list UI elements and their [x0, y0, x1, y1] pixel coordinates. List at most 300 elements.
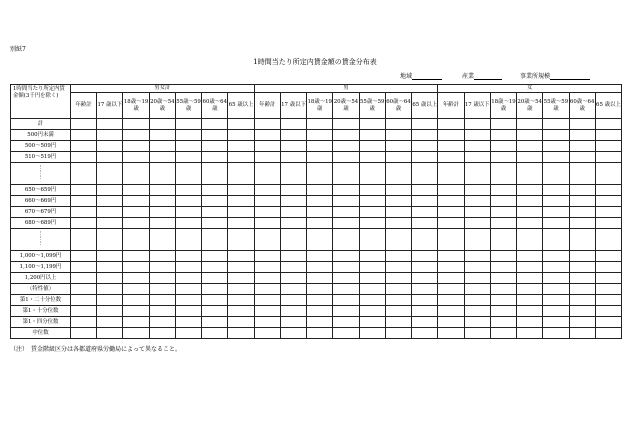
data-cell — [595, 262, 621, 273]
data-cell — [517, 273, 543, 284]
data-cell — [490, 207, 516, 218]
data-cell — [569, 295, 595, 306]
group-header: 女 — [438, 85, 622, 93]
data-cell — [202, 119, 228, 130]
data-cell — [438, 207, 464, 218]
data-cell — [517, 196, 543, 207]
data-cell — [149, 119, 175, 130]
data-cell — [595, 295, 621, 306]
data-cell — [569, 306, 595, 317]
data-cell — [543, 251, 569, 262]
data-cell — [71, 306, 97, 317]
size-label: 事業所規模 — [520, 73, 551, 80]
data-cell — [175, 295, 201, 306]
age-column-header: 18歳～19歳 — [123, 93, 149, 119]
data-cell — [149, 141, 175, 152]
data-cell — [175, 141, 201, 152]
data-cell — [543, 218, 569, 229]
data-cell — [438, 141, 464, 152]
data-cell — [333, 119, 359, 130]
data-cell — [359, 317, 385, 328]
data-cell — [280, 196, 306, 207]
data-cell — [202, 317, 228, 328]
table-row — [11, 284, 622, 295]
data-cell — [280, 119, 306, 130]
data-cell — [412, 196, 438, 207]
data-cell — [97, 196, 123, 207]
age-column-header: 60歳～64歳 — [202, 93, 228, 119]
data-cell — [438, 262, 464, 273]
ellipsis-dot: ⋮ — [37, 241, 44, 247]
age-column-header: 20歳～54歳 — [517, 93, 543, 119]
data-cell — [490, 273, 516, 284]
data-cell — [307, 119, 333, 130]
data-cell — [569, 218, 595, 229]
data-cell — [97, 207, 123, 218]
data-cell — [254, 163, 280, 185]
data-cell — [490, 251, 516, 262]
data-cell — [280, 141, 306, 152]
data-cell — [412, 317, 438, 328]
data-cell — [254, 152, 280, 163]
data-cell — [71, 229, 97, 251]
data-cell — [280, 130, 306, 141]
data-cell — [490, 130, 516, 141]
data-cell — [569, 152, 595, 163]
row-label: 650～659円 — [11, 185, 71, 196]
row-label: 500円未満 — [11, 130, 71, 141]
data-cell — [307, 306, 333, 317]
data-cell — [175, 251, 201, 262]
data-cell — [438, 152, 464, 163]
data-cell — [307, 196, 333, 207]
data-cell — [175, 317, 201, 328]
data-cell — [123, 218, 149, 229]
data-cell — [123, 130, 149, 141]
data-cell — [359, 163, 385, 185]
data-cell — [595, 273, 621, 284]
data-cell — [307, 251, 333, 262]
data-cell — [280, 207, 306, 218]
age-column-header: 55歳～59歳 — [359, 93, 385, 119]
table-row — [11, 229, 622, 251]
data-cell — [333, 284, 359, 295]
data-cell — [280, 328, 306, 339]
data-cell — [543, 229, 569, 251]
data-cell — [412, 218, 438, 229]
data-cell — [280, 163, 306, 185]
data-cell — [464, 196, 490, 207]
data-cell — [359, 284, 385, 295]
data-cell — [490, 119, 516, 130]
data-cell — [175, 273, 201, 284]
data-cell — [359, 229, 385, 251]
row-label: 670～679円 — [11, 207, 71, 218]
data-cell — [569, 229, 595, 251]
data-cell — [175, 196, 201, 207]
data-cell — [569, 163, 595, 185]
data-cell — [359, 295, 385, 306]
data-cell — [228, 163, 254, 185]
data-cell — [412, 262, 438, 273]
age-column-header: 17 歳以下 — [464, 93, 490, 119]
data-cell — [333, 152, 359, 163]
data-cell — [307, 130, 333, 141]
data-cell — [385, 141, 411, 152]
data-cell — [464, 251, 490, 262]
data-cell — [490, 229, 516, 251]
table-row — [11, 119, 622, 130]
row-label: 計 — [11, 119, 71, 130]
ellipsis-dot: ⋮ — [37, 236, 44, 242]
data-cell — [202, 163, 228, 185]
industry-blank — [474, 72, 502, 80]
data-cell — [123, 163, 149, 185]
age-column-header: 17 歳以下 — [280, 93, 306, 119]
age-column-header: 年齢計 — [254, 93, 280, 119]
row-label: 500～509円 — [11, 141, 71, 152]
data-cell — [202, 251, 228, 262]
data-cell — [569, 284, 595, 295]
data-cell — [175, 229, 201, 251]
data-cell — [280, 251, 306, 262]
data-cell — [359, 273, 385, 284]
data-cell — [543, 207, 569, 218]
data-cell — [385, 229, 411, 251]
data-cell — [517, 152, 543, 163]
data-cell — [438, 185, 464, 196]
data-cell — [543, 262, 569, 273]
table-row — [11, 196, 622, 207]
data-cell — [464, 141, 490, 152]
row-label: （特性値） — [11, 284, 71, 295]
data-cell — [490, 284, 516, 295]
age-column-header: 年齢計 — [71, 93, 97, 119]
data-cell — [202, 218, 228, 229]
data-cell — [97, 218, 123, 229]
data-cell — [228, 306, 254, 317]
ellipsis-dot: ⋮ — [37, 175, 44, 181]
data-cell — [517, 306, 543, 317]
data-cell — [385, 196, 411, 207]
data-cell — [385, 262, 411, 273]
data-cell — [543, 284, 569, 295]
data-cell — [517, 295, 543, 306]
ellipsis-row-label — [11, 229, 71, 251]
age-column-header: 55歳～59歳 — [543, 93, 569, 119]
data-cell — [280, 273, 306, 284]
data-cell — [228, 284, 254, 295]
data-cell — [97, 251, 123, 262]
ellipsis-dot: ⋮ — [37, 165, 44, 171]
data-cell — [412, 251, 438, 262]
data-cell — [202, 196, 228, 207]
data-cell — [333, 262, 359, 273]
data-cell — [254, 185, 280, 196]
data-cell — [438, 317, 464, 328]
data-cell — [149, 295, 175, 306]
table-row — [11, 273, 622, 284]
data-cell — [149, 163, 175, 185]
data-cell — [280, 284, 306, 295]
data-cell — [490, 317, 516, 328]
row-label: 1,100～1,199円 — [11, 262, 71, 273]
data-cell — [490, 262, 516, 273]
data-cell — [71, 262, 97, 273]
age-column-header: 65 歳以上 — [228, 93, 254, 119]
data-cell — [543, 152, 569, 163]
data-cell — [202, 295, 228, 306]
data-cell — [385, 207, 411, 218]
data-cell — [123, 295, 149, 306]
data-cell — [228, 119, 254, 130]
data-cell — [97, 317, 123, 328]
data-cell — [490, 163, 516, 185]
data-cell — [97, 229, 123, 251]
age-column-header: 17 歳以下 — [97, 93, 123, 119]
data-cell — [280, 185, 306, 196]
data-cell — [569, 185, 595, 196]
data-cell — [97, 163, 123, 185]
data-cell — [543, 273, 569, 284]
data-cell — [280, 229, 306, 251]
data-cell — [71, 273, 97, 284]
row-label: 660～669円 — [11, 196, 71, 207]
data-cell — [333, 295, 359, 306]
data-cell — [438, 163, 464, 185]
data-cell — [438, 295, 464, 306]
data-cell — [385, 328, 411, 339]
data-cell — [464, 185, 490, 196]
data-cell — [359, 130, 385, 141]
data-cell — [517, 284, 543, 295]
data-cell — [543, 306, 569, 317]
data-cell — [464, 262, 490, 273]
data-cell — [412, 152, 438, 163]
data-cell — [254, 306, 280, 317]
data-cell — [517, 218, 543, 229]
data-cell — [97, 119, 123, 130]
table-row — [11, 152, 622, 163]
data-cell — [254, 119, 280, 130]
data-cell — [517, 317, 543, 328]
data-cell — [595, 119, 621, 130]
data-cell — [464, 284, 490, 295]
data-cell — [595, 328, 621, 339]
data-cell — [359, 141, 385, 152]
data-cell — [71, 141, 97, 152]
row-label: 第1・四分位数 — [11, 317, 71, 328]
data-cell — [464, 119, 490, 130]
data-cell — [412, 207, 438, 218]
data-cell — [595, 130, 621, 141]
data-cell — [438, 218, 464, 229]
data-cell — [175, 306, 201, 317]
data-cell — [517, 251, 543, 262]
data-cell — [595, 251, 621, 262]
data-cell — [543, 130, 569, 141]
data-cell — [438, 130, 464, 141]
data-cell — [333, 251, 359, 262]
data-cell — [123, 284, 149, 295]
data-cell — [359, 328, 385, 339]
data-cell — [412, 119, 438, 130]
data-cell — [412, 306, 438, 317]
data-cell — [517, 185, 543, 196]
data-cell — [569, 251, 595, 262]
data-cell — [71, 130, 97, 141]
data-cell — [595, 218, 621, 229]
data-cell — [97, 152, 123, 163]
data-cell — [97, 284, 123, 295]
data-cell — [254, 196, 280, 207]
data-cell — [228, 207, 254, 218]
data-cell — [464, 273, 490, 284]
data-cell — [175, 185, 201, 196]
data-cell — [228, 141, 254, 152]
data-cell — [464, 306, 490, 317]
data-cell — [149, 130, 175, 141]
data-cell — [71, 163, 97, 185]
data-cell — [517, 229, 543, 251]
data-cell — [543, 163, 569, 185]
data-cell — [464, 152, 490, 163]
data-cell — [595, 141, 621, 152]
data-cell — [517, 141, 543, 152]
data-cell — [228, 262, 254, 273]
data-cell — [202, 141, 228, 152]
data-cell — [307, 295, 333, 306]
data-cell — [123, 141, 149, 152]
data-cell — [123, 152, 149, 163]
ellipsis-dot: ⋮ — [37, 170, 44, 176]
data-cell — [595, 152, 621, 163]
data-cell — [97, 306, 123, 317]
data-cell — [71, 251, 97, 262]
age-column-header: 65 歳以上 — [595, 93, 621, 119]
data-cell — [307, 328, 333, 339]
table-row — [11, 163, 622, 185]
data-cell — [438, 119, 464, 130]
data-cell — [254, 317, 280, 328]
data-cell — [71, 196, 97, 207]
data-cell — [175, 163, 201, 185]
table-row — [11, 207, 622, 218]
data-cell — [385, 284, 411, 295]
data-cell — [517, 163, 543, 185]
data-cell — [333, 229, 359, 251]
data-cell — [385, 130, 411, 141]
document-id: 別紙7 — [10, 46, 26, 53]
data-cell — [595, 163, 621, 185]
data-cell — [595, 229, 621, 251]
data-cell — [412, 163, 438, 185]
data-cell — [569, 196, 595, 207]
data-cell — [307, 141, 333, 152]
data-cell — [464, 295, 490, 306]
data-cell — [123, 251, 149, 262]
data-cell — [595, 207, 621, 218]
data-cell — [543, 196, 569, 207]
data-cell — [254, 328, 280, 339]
data-cell — [385, 119, 411, 130]
data-cell — [149, 262, 175, 273]
data-cell — [228, 196, 254, 207]
data-cell — [149, 328, 175, 339]
data-cell — [254, 229, 280, 251]
data-cell — [149, 273, 175, 284]
data-cell — [254, 207, 280, 218]
data-cell — [438, 196, 464, 207]
data-cell — [543, 317, 569, 328]
table-row — [11, 218, 622, 229]
row-label: 680～689円 — [11, 218, 71, 229]
data-cell — [543, 185, 569, 196]
document-title: 1時間当たり所定内賃金額の賃金分布表 — [253, 58, 377, 66]
data-cell — [71, 295, 97, 306]
data-cell — [333, 196, 359, 207]
data-cell — [202, 328, 228, 339]
data-cell — [149, 196, 175, 207]
data-cell — [595, 306, 621, 317]
data-cell — [175, 262, 201, 273]
data-cell — [307, 207, 333, 218]
data-cell — [333, 218, 359, 229]
data-cell — [71, 328, 97, 339]
data-cell — [280, 218, 306, 229]
data-cell — [412, 295, 438, 306]
data-cell — [569, 328, 595, 339]
data-cell — [464, 207, 490, 218]
age-column-header: 60歳～64歳 — [385, 93, 411, 119]
data-cell — [175, 284, 201, 295]
data-cell — [543, 295, 569, 306]
data-cell — [307, 152, 333, 163]
data-cell — [97, 185, 123, 196]
data-cell — [307, 163, 333, 185]
data-cell — [254, 141, 280, 152]
data-cell — [569, 317, 595, 328]
data-cell — [517, 262, 543, 273]
data-cell — [228, 295, 254, 306]
age-column-header: 20歳～54歳 — [333, 93, 359, 119]
data-cell — [359, 262, 385, 273]
data-cell — [149, 284, 175, 295]
data-cell — [254, 130, 280, 141]
data-cell — [71, 284, 97, 295]
data-cell — [149, 229, 175, 251]
data-cell — [228, 317, 254, 328]
data-cell — [438, 229, 464, 251]
industry-label: 産業 — [462, 73, 475, 80]
data-cell — [123, 185, 149, 196]
age-column-header: 18歳～19歳 — [490, 93, 516, 119]
data-cell — [202, 229, 228, 251]
table-row — [11, 317, 622, 328]
data-cell — [228, 185, 254, 196]
data-cell — [333, 306, 359, 317]
data-cell — [202, 207, 228, 218]
data-cell — [123, 196, 149, 207]
table-row — [11, 295, 622, 306]
data-cell — [359, 306, 385, 317]
data-cell — [333, 185, 359, 196]
data-cell — [228, 273, 254, 284]
data-cell — [412, 130, 438, 141]
data-cell — [175, 119, 201, 130]
industry-field — [462, 71, 502, 80]
table-row — [11, 251, 622, 262]
